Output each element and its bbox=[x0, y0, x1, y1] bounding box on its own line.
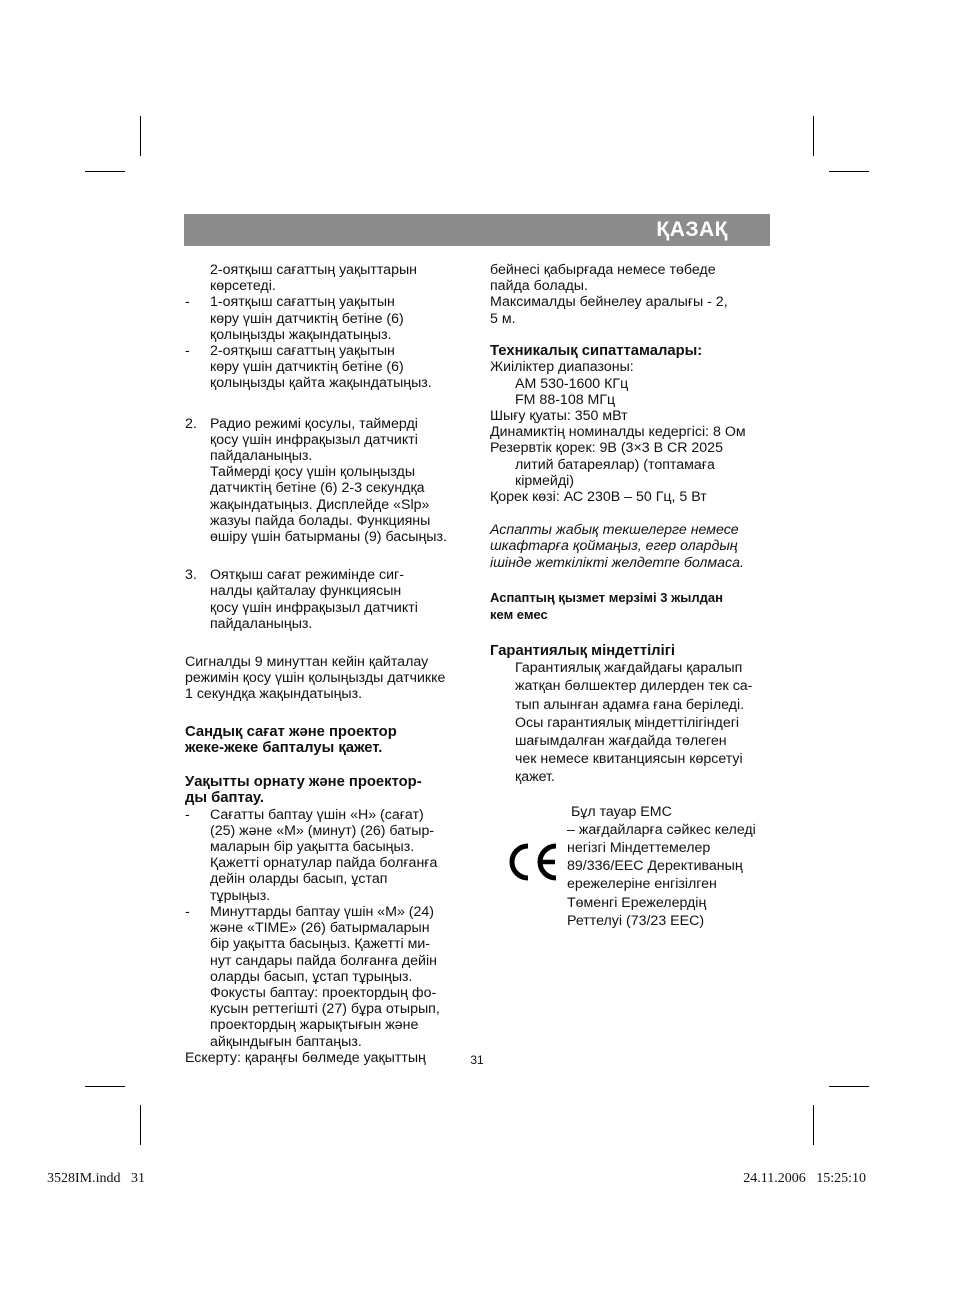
ce-conformity-block bbox=[490, 803, 775, 933]
crop-mark bbox=[813, 1105, 814, 1145]
crop-mark bbox=[813, 116, 814, 156]
footer-timestamp: 24.11.2006 15:25:10 bbox=[743, 1171, 866, 1186]
ce-mark-icon bbox=[506, 841, 562, 883]
list-item: - Минуттарды баптау үшін «M» (24) және «TIME» (26) батырмаларын бір уақытта басыңыз. Қажетті ми- нут сандары пайда болғанға дейін оларды басып, ұстап тұрыңыз. Фокусты баптау: проектордың фо- кусын реттегішті (27) бұра отырып, проектордың жарықтығын және айқындығын баптаңыз. bbox=[185, 903, 440, 1050]
tech-range-am: AM 530-1600 КГц bbox=[515, 375, 629, 392]
tech-range-label: Жиіліктер диапазоны: bbox=[490, 359, 634, 376]
right-column bbox=[490, 262, 775, 933]
language-header-bar bbox=[184, 214, 770, 246]
intro-paragraph: 2-оятқыш сағаттың уақыттарын көрсетеді. bbox=[210, 262, 417, 295]
section-heading: Сандық сағат және проектор жеке-жеке бапталуы қажет. bbox=[185, 723, 397, 757]
warranty-paragraph: Гарантиялық жағдайдағы қаралып жатқан бөлшектер дилерден тек са- тып алынған адамға ғана беріледі. Осы гарантиялық міндеттілігіндегі шағымдалған жағдайда төлеген чек немесе квитанциясын көрсетуі қажет. bbox=[515, 660, 753, 786]
list-item: - 2-оятқыш сағаттың уақытын көру үшін датчиктің бетіне (6) қолыңызды қайта жақындатыңыз. bbox=[185, 343, 432, 392]
numbered-item-3: 3. Оятқыш сағат режимінде сиг- налды қайталау функциясын қосу үшін инфрақызыл датчикті пайдаланыңыз. bbox=[185, 567, 418, 632]
footer-file-info: 3528IM.indd 31 bbox=[47, 1171, 145, 1186]
tech-spec-line: Резервтік қорек: 9В (3×3 В CR 2025 bbox=[490, 440, 723, 457]
tech-spec-line: Динамиктің номиналды кедергісі: 8 Ом bbox=[490, 424, 746, 441]
crop-mark bbox=[829, 171, 869, 172]
crop-mark bbox=[140, 116, 141, 156]
ce-conformity-text: Бұл тауар EMC – жағдайларға сәйкес келеді негізгі Міндеттемелер 89/336/EEC Дерективаның ережелеріне енгізілген Төменгі Ережелердің Реттелуі (73/23 EEC) bbox=[567, 803, 756, 929]
tech-range-fm: FM 88-108 МГц bbox=[515, 391, 616, 408]
repeat-signal-paragraph: Сигналды 9 минуттан кейін қайталау режимін қосу үшін қолыңызды датчикке 1 секундқа жақындатыңыз. bbox=[185, 654, 446, 703]
warranty-heading: Гарантиялық міндеттілігі bbox=[490, 642, 675, 659]
crop-mark bbox=[85, 171, 125, 172]
projector-paragraph: бейнесі қабырғада немесе төбеде пайда болады. Максималды бейнелеу аралығы - 2, 5 м. bbox=[490, 262, 728, 327]
left-column bbox=[185, 262, 470, 1066]
tech-spec-line: литий батареялар) (топтамаға bbox=[515, 456, 715, 473]
tech-spec-line: Шығу қуаты: 350 мВт bbox=[490, 407, 628, 424]
page-number: 31 bbox=[470, 1053, 484, 1067]
section-heading: Уақытты орнату және проектор- ды баптау. bbox=[185, 773, 422, 807]
tech-spec-line: кірмейді) bbox=[515, 472, 574, 489]
service-life-note: Аспаптың қызмет мерзімі 3 жылдан кем емес bbox=[490, 589, 723, 622]
crop-mark bbox=[140, 1105, 141, 1145]
crop-mark bbox=[829, 1086, 869, 1087]
numbered-item-2: 2. Радио режимі қосулы, таймерді қосу үшін инфрақызыл датчикті пайдаланыңыз. Таймерді қосу үшін қолыңызды датчиктің бетіне (6) 2-3 секундқа жақындатыңыз. Дисплейде «Slp» жазуы пайда болады. Функцияны өшіру үшін батырманы (9) басыңыз. bbox=[185, 415, 447, 546]
language-title: ҚАЗАҚ bbox=[656, 218, 728, 241]
tech-specs-heading: Техникалық сипаттамалары: bbox=[490, 342, 703, 359]
crop-mark bbox=[85, 1086, 125, 1087]
note-line: Ескерту: қараңғы бөлмеде уақыттың bbox=[185, 1049, 426, 1066]
tech-spec-line: Қорек көзі: АС 230В – 50 Гц, 5 Вт bbox=[490, 488, 707, 505]
list-item: - Сағатты баптау үшін «H» (сағат) (25) және «M» (минут) (26) батыр- маларын бір уақытта басыңыз. Қажетті орнатулар пайда болғанға дейін оларды басып, ұстап тұрыңыз. bbox=[185, 806, 438, 904]
ventilation-warning: Аспапты жабық текшелерге немесе шкафтарға қоймаңыз, егер олардың ішінде жеткілікті желдетпе болмаса. bbox=[490, 522, 744, 571]
list-item: - 1-оятқыш сағаттың уақытын көру үшін датчиктің бетіне (6) қолыңызды жақындатыңыз. bbox=[185, 294, 404, 343]
